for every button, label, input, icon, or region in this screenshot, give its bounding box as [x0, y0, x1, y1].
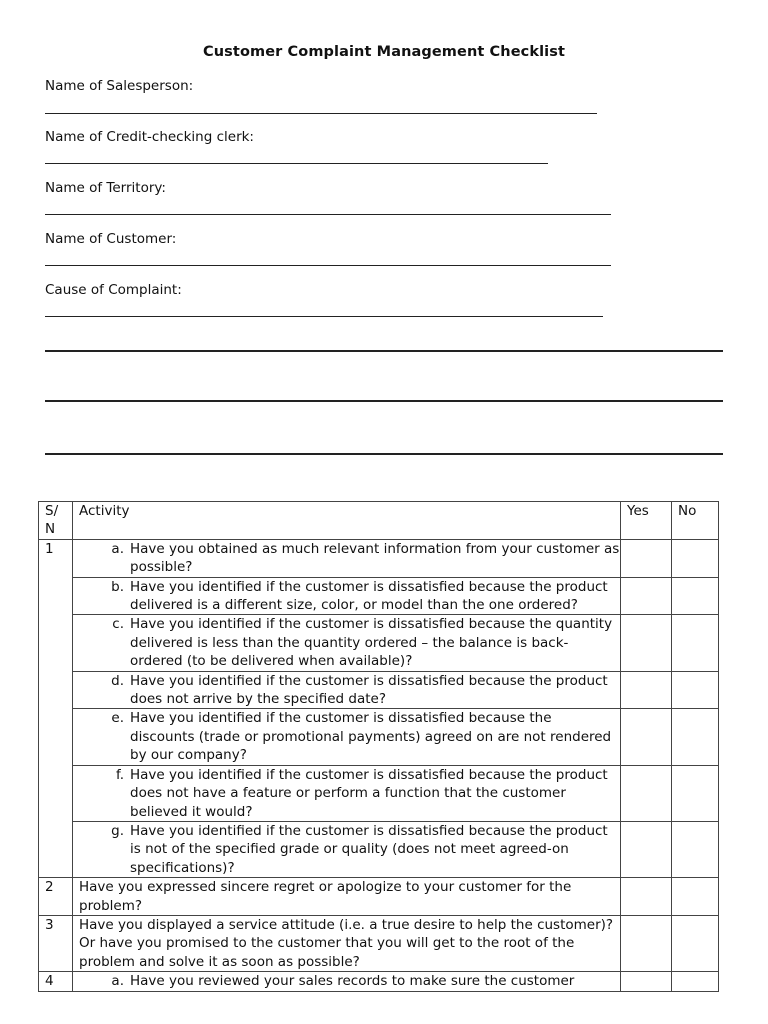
- item-text: Have you identified if the customer is dissatisfied because the product does not arrive by the specified date?: [130, 672, 608, 708]
- activity-cell: [73, 765, 621, 821]
- yes-cell[interactable]: [621, 615, 672, 671]
- no-cell[interactable]: [672, 577, 719, 615]
- table-row: [39, 972, 719, 991]
- activity-cell: [73, 577, 621, 615]
- no-cell[interactable]: [672, 671, 719, 709]
- no-cell[interactable]: [672, 709, 719, 765]
- item-letter: c.: [112, 616, 124, 633]
- salesperson-line[interactable]: [45, 113, 597, 114]
- yes-cell[interactable]: [621, 709, 672, 765]
- item-text: Have you identified if the customer is dissatisfied because the product is not of the specified grade or quality (does not meet agreed-on specifications)?: [130, 822, 608, 876]
- no-cell[interactable]: [672, 972, 719, 991]
- item-letter: d.: [111, 672, 124, 689]
- activity-cell: Have you expressed sincere regret or apologize to your customer for the problem?: [73, 878, 621, 916]
- activity-cell: [73, 972, 621, 991]
- item-letter: g.: [111, 822, 124, 839]
- activity-cell: [73, 671, 621, 709]
- no-cell[interactable]: [672, 615, 719, 671]
- yes-cell[interactable]: [621, 972, 672, 991]
- activity-cell: [73, 615, 621, 671]
- table-row: [39, 821, 719, 877]
- header-activity: Activity: [73, 502, 621, 540]
- table-header-row: [39, 502, 719, 540]
- yes-cell[interactable]: [621, 878, 672, 916]
- cause-line[interactable]: [45, 316, 603, 317]
- no-cell[interactable]: [672, 915, 719, 971]
- no-cell[interactable]: [672, 765, 719, 821]
- no-cell[interactable]: [672, 821, 719, 877]
- no-cell[interactable]: [672, 539, 719, 577]
- item-letter: a.: [111, 973, 124, 990]
- table-row: [39, 709, 719, 765]
- territory-label: Name of Territory:: [45, 180, 166, 196]
- yes-cell[interactable]: [621, 821, 672, 877]
- activity-cell: [73, 821, 621, 877]
- document-title: Customer Complaint Management Checklist: [203, 44, 565, 60]
- salesperson-label: Name of Salesperson:: [45, 78, 194, 94]
- credit-clerk-label: Name of Credit-checking clerk:: [45, 129, 254, 145]
- table-row: [39, 915, 719, 971]
- yes-cell[interactable]: [621, 671, 672, 709]
- table-row: [39, 577, 719, 615]
- table-row: [39, 878, 719, 916]
- item-text: Have you identified if the customer is dissatisfied because the discounts (trade or promotional payments) agreed on are not rendered by our company?: [130, 710, 612, 764]
- table-row: [39, 765, 719, 821]
- row-number: 3: [39, 915, 73, 971]
- item-letter: e.: [111, 710, 124, 727]
- yes-cell[interactable]: [621, 577, 672, 615]
- item-letter: a.: [111, 540, 124, 557]
- activity-cell: [73, 539, 621, 577]
- cause-continuation-line-3[interactable]: [45, 453, 723, 455]
- item-text: Have you identified if the customer is dissatisfied because the product does not have a feature or perform a function that the customer believed it would?: [130, 766, 608, 820]
- item-text: Have you reviewed your sales records to make sure the customer: [130, 973, 575, 990]
- checklist-table: [38, 501, 719, 992]
- item-text: Have you identified if the customer is dissatisfied because the product delivered is a different size, color, or model than the one ordered?: [130, 578, 608, 614]
- territory-line[interactable]: [45, 214, 611, 215]
- header-yes: Yes: [621, 502, 672, 540]
- yes-cell[interactable]: [621, 915, 672, 971]
- cause-continuation-line-1[interactable]: [45, 350, 723, 352]
- customer-label: Name of Customer:: [45, 231, 177, 247]
- activity-cell: [73, 709, 621, 765]
- row-number: 4: [39, 972, 73, 991]
- yes-cell[interactable]: [621, 765, 672, 821]
- cause-label: Cause of Complaint:: [45, 282, 182, 298]
- table-row: [39, 671, 719, 709]
- item-letter: f.: [115, 766, 124, 783]
- no-cell[interactable]: [672, 878, 719, 916]
- row-number: 1: [39, 539, 73, 877]
- header-sn: S/ N: [39, 502, 73, 540]
- activity-cell: Have you displayed a service attitude (i.e. a true desire to help the customer)? Or have you promised to the customer that you will get to the root of the problem and solve it as soon as possible?: [73, 915, 621, 971]
- table-row: [39, 615, 719, 671]
- cause-continuation-line-2[interactable]: [45, 400, 723, 402]
- table-row: [39, 539, 719, 577]
- credit-clerk-line[interactable]: [45, 163, 548, 164]
- item-text: Have you obtained as much relevant information from your customer as possible?: [130, 540, 620, 576]
- item-letter: b.: [111, 578, 124, 595]
- row-number: 2: [39, 878, 73, 916]
- header-no: No: [672, 502, 719, 540]
- customer-line[interactable]: [45, 265, 611, 266]
- yes-cell[interactable]: [621, 539, 672, 577]
- item-text: Have you identified if the customer is dissatisfied because the quantity delivered is less than the quantity ordered – the balance is back-ordered (to be delivered when available)?: [130, 616, 613, 670]
